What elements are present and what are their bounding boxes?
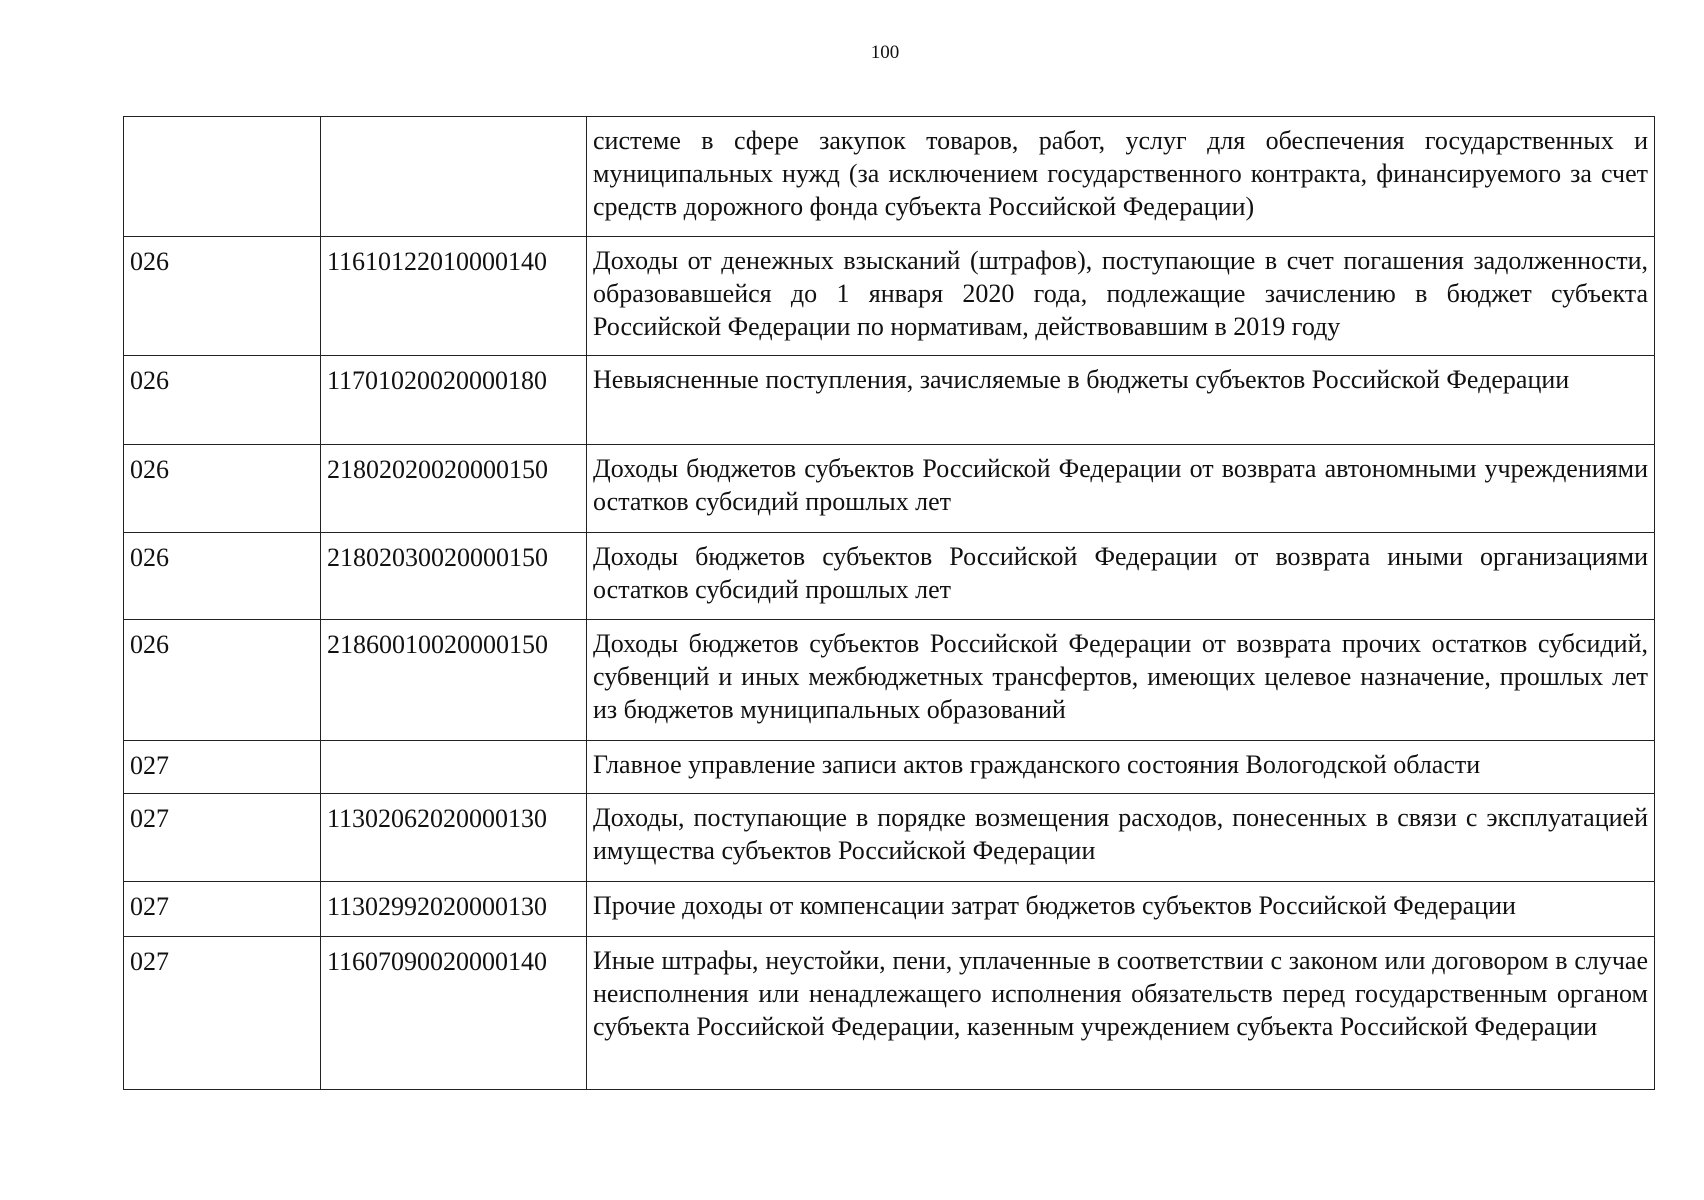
table-row (124, 741, 1655, 794)
description-cell: Прочие доходы от компенсации затрат бюджетов субъектов Российской Федерации (587, 882, 1655, 937)
table-row (124, 937, 1655, 1090)
description-cell: Доходы бюджетов субъектов Российской Федерации от возврата иными организациями остатков субсидий прошлых лет (587, 533, 1655, 620)
table-row (124, 237, 1655, 356)
admin-code-cell: 026 (124, 237, 321, 356)
description-cell: Доходы от денежных взысканий (штрафов), поступающие в счет погашения задолженности, образовавшейся до 1 января 2020 года, подлежащие зачислению в бюджет субъекта Российской Федерации по нормативам, действовавшим в 2019 году (587, 237, 1655, 356)
page-number: 100 (870, 42, 900, 63)
budget-code-cell (321, 741, 587, 794)
table-row (124, 117, 1655, 237)
admin-code-cell: 027 (124, 794, 321, 882)
description-cell: Главное управление записи актов гражданского состояния Вологодской области (587, 741, 1655, 794)
table-row (124, 533, 1655, 620)
budget-code-cell: 11302992020000130 (321, 882, 587, 937)
budget-code-cell: 11701020020000180 (321, 356, 587, 445)
admin-code-cell: 026 (124, 356, 321, 445)
budget-code-cell: 11610122010000140 (321, 237, 587, 356)
description-cell: Доходы бюджетов субъектов Российской Федерации от возврата прочих остатков субсидий, субвенций и иных межбюджетных трансфертов, имеющих целевое назначение, прошлых лет из бюджетов муниципальных образований (587, 620, 1655, 741)
budget-code-cell: 11607090020000140 (321, 937, 587, 1090)
budget-code-cell: 21802030020000150 (321, 533, 587, 620)
admin-code-cell: 026 (124, 445, 321, 533)
budget-revenue-table (123, 116, 1655, 1090)
table-row (124, 356, 1655, 445)
table-row (124, 445, 1655, 533)
budget-code-cell (321, 117, 587, 237)
table-row (124, 882, 1655, 937)
admin-code-cell: 027 (124, 937, 321, 1090)
description-cell: Иные штрафы, неустойки, пени, уплаченные в соответствии с законом или договором в случае неисполнения или ненадлежащего исполнения обязательств перед государственным органом субъекта Российской Федерации, казенным учреждением субъекта Российской Федерации (587, 937, 1655, 1090)
budget-code-cell: 21802020020000150 (321, 445, 587, 533)
admin-code-cell: 027 (124, 741, 321, 794)
description-cell: Невыясненные поступления, зачисляемые в бюджеты субъектов Российской Федерации (587, 356, 1655, 445)
table-row (124, 620, 1655, 741)
admin-code-cell: 027 (124, 882, 321, 937)
admin-code-cell: 026 (124, 533, 321, 620)
table-row (124, 794, 1655, 882)
admin-code-cell: 026 (124, 620, 321, 741)
budget-code-cell: 21860010020000150 (321, 620, 587, 741)
budget-code-cell: 11302062020000130 (321, 794, 587, 882)
description-cell: Доходы бюджетов субъектов Российской Федерации от возврата автономными учреждениями остатков субсидий прошлых лет (587, 445, 1655, 533)
description-cell: системе в сфере закупок товаров, работ, услуг для обеспечения государственных и муниципальных нужд (за исключением государственного контракта, финансируемого за счет средств дорожного фонда субъекта Российской Федерации) (587, 117, 1655, 237)
admin-code-cell (124, 117, 321, 237)
description-cell: Доходы, поступающие в порядке возмещения расходов, понесенных в связи с эксплуатацией имущества субъектов Российской Федерации (587, 794, 1655, 882)
